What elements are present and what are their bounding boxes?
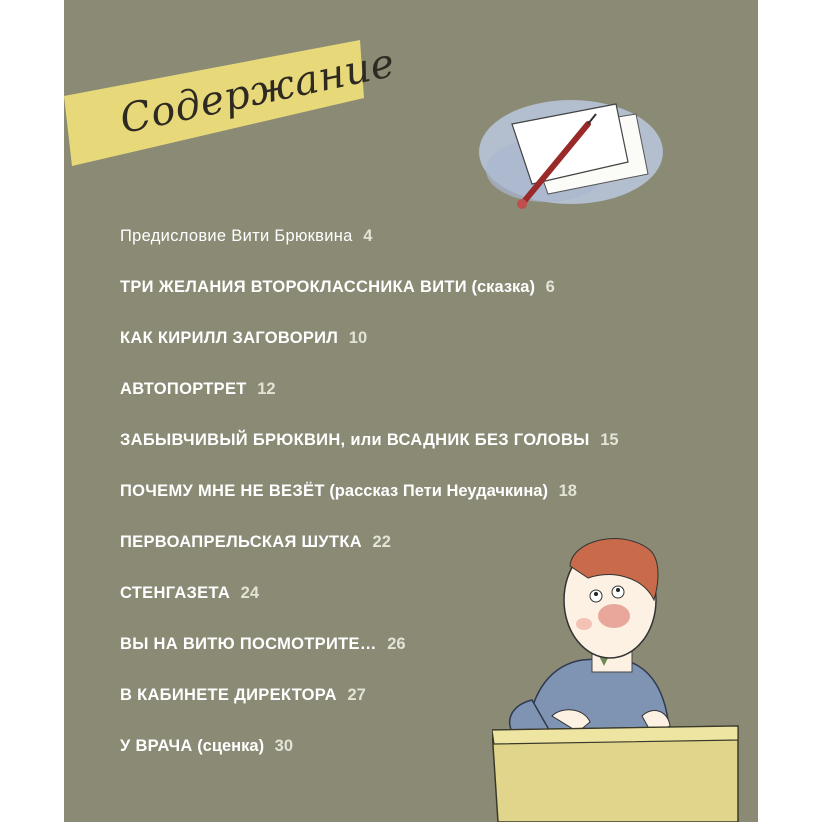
book-page bbox=[64, 0, 758, 822]
toc-item-page: 12 bbox=[257, 380, 276, 398]
toc-item-title: ПОЧЕМУ МНЕ НЕ ВЕЗЁТ bbox=[120, 482, 325, 500]
toc-item[interactable] bbox=[120, 528, 680, 579]
paper-and-pen-illustration bbox=[476, 92, 666, 222]
toc-item[interactable] bbox=[120, 732, 680, 783]
toc-item-title: ПЕРВОАПРЕЛЬСКАЯ ШУТКА bbox=[120, 533, 362, 551]
toc-item-note: (сценка) bbox=[197, 737, 265, 755]
toc-item[interactable] bbox=[120, 426, 680, 477]
toc-item[interactable] bbox=[120, 273, 680, 324]
toc-item-page: 27 bbox=[347, 686, 366, 704]
toc-item-title: У ВРАЧА bbox=[120, 737, 193, 755]
toc-item[interactable] bbox=[120, 324, 680, 375]
toc-item[interactable] bbox=[120, 630, 680, 681]
table-of-contents bbox=[120, 222, 680, 783]
toc-item-page: 6 bbox=[545, 278, 555, 296]
toc-item[interactable] bbox=[120, 579, 680, 630]
toc-item[interactable] bbox=[120, 222, 680, 273]
toc-item-page: 30 bbox=[274, 737, 294, 755]
toc-item[interactable] bbox=[120, 477, 680, 528]
toc-item-page: 22 bbox=[372, 533, 391, 551]
toc-item-title: ВЫ НА ВИТЮ ПОСМОТРИТЕ… bbox=[120, 635, 377, 653]
toc-item-page: 26 bbox=[387, 635, 406, 653]
toc-item-page: 15 bbox=[600, 431, 619, 449]
toc-item-title: ЗАБЫВЧИВЫЙ БРЮКВИН, или ВСАДНИК БЕЗ ГОЛОВЫ bbox=[120, 431, 590, 449]
toc-item-page: 4 bbox=[363, 227, 373, 245]
toc-item-note: (сказка) bbox=[471, 278, 535, 296]
toc-item-page: 18 bbox=[558, 482, 577, 500]
toc-item-title: АВТОПОРТРЕТ bbox=[120, 380, 247, 398]
toc-item-page: 10 bbox=[348, 329, 368, 347]
toc-item-title: КАК КИРИЛЛ ЗАГОВОРИЛ bbox=[120, 329, 339, 347]
toc-item-title: ТРИ ЖЕЛАНИЯ ВТОРОКЛАССНИКА ВИТИ bbox=[120, 278, 467, 296]
toc-item-page: 24 bbox=[240, 584, 259, 602]
title-tag bbox=[64, 38, 399, 158]
toc-item-note: (рассказ Пети Неудачкина) bbox=[329, 482, 548, 500]
toc-item-title: СТЕНГАЗЕТА bbox=[120, 584, 231, 602]
toc-item-title: Предисловие Вити Брюквина bbox=[120, 227, 353, 245]
page-title: Содержание bbox=[116, 39, 399, 143]
toc-item-title: В КАБИНЕТЕ ДИРЕКТОРА bbox=[120, 686, 337, 704]
toc-item[interactable] bbox=[120, 375, 680, 426]
toc-item[interactable] bbox=[120, 681, 680, 732]
